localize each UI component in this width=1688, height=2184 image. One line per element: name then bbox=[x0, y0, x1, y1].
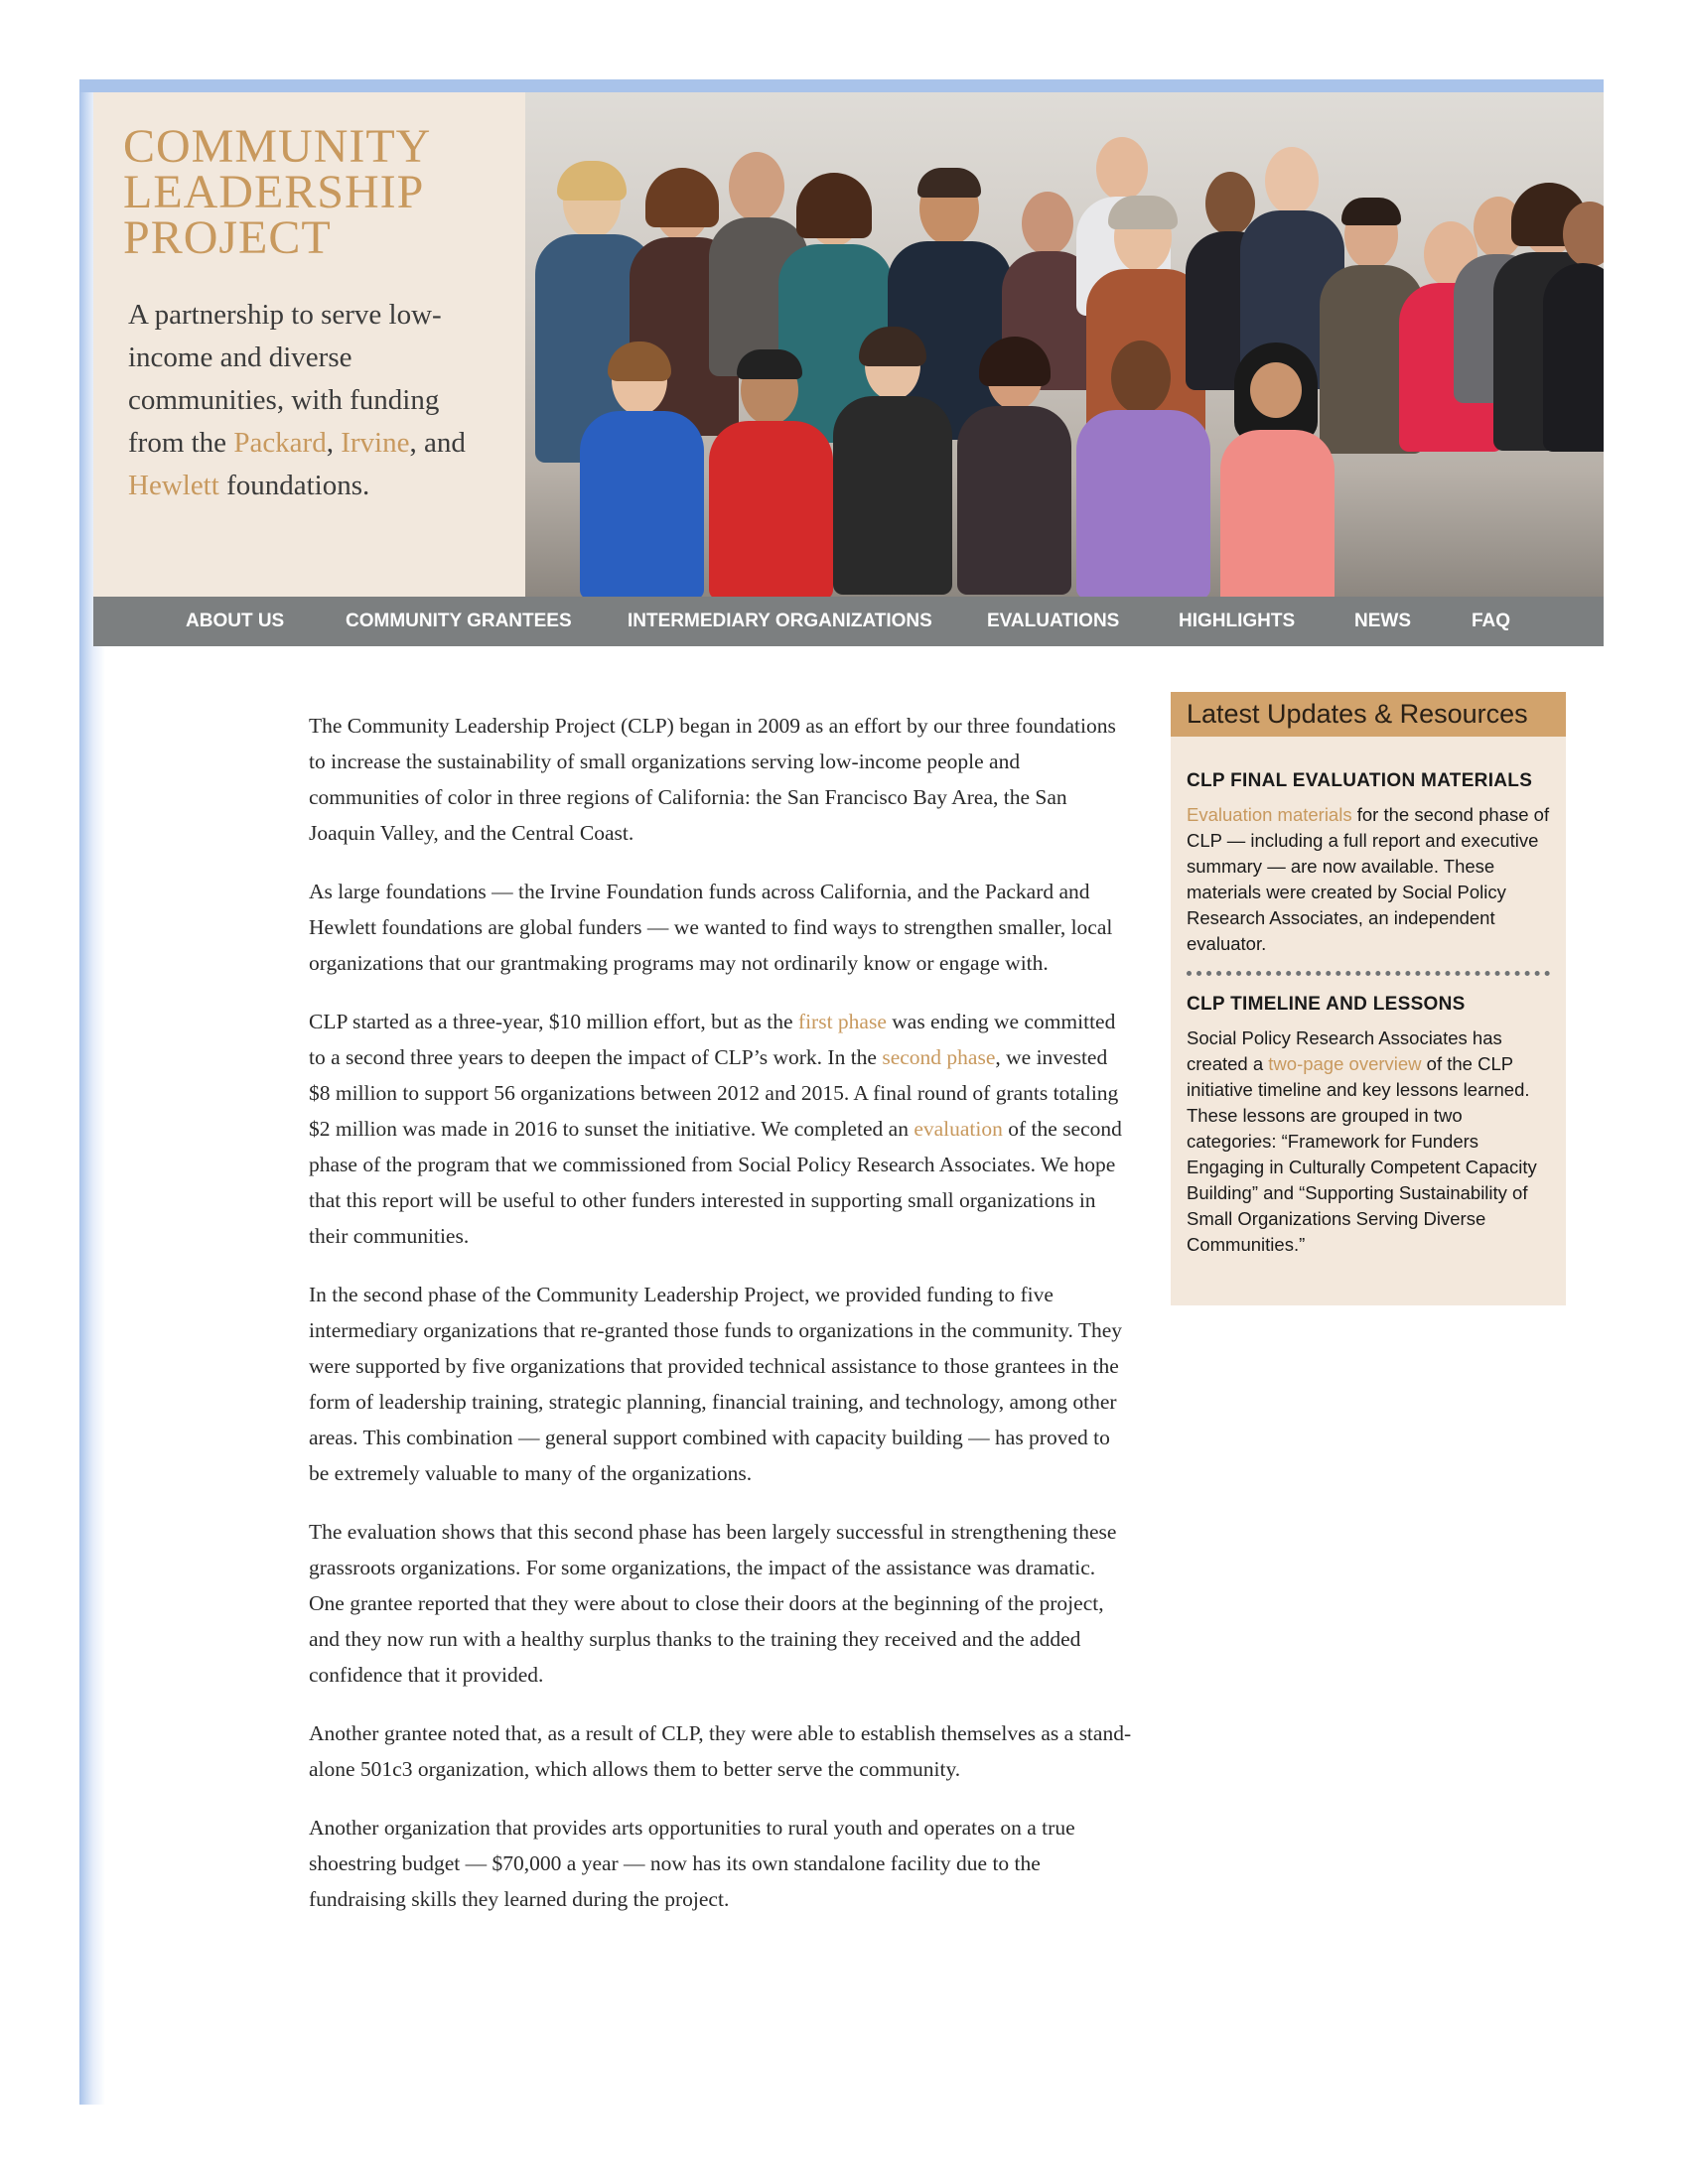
hewlett-link[interactable]: Hewlett bbox=[128, 470, 219, 501]
nav-highlights[interactable]: HIGHLIGHTS bbox=[1179, 611, 1296, 631]
evaluation-materials-link[interactable]: Evaluation materials bbox=[1187, 804, 1352, 825]
main-navigation bbox=[93, 597, 1604, 646]
paragraph-text: , we invested $8 million to support 56 organizations between 2012 and 2015. A final round of grants totaling $2 million was made in 2016 to sunset the initiative. We completed an bbox=[309, 1045, 1119, 1141]
first-phase-link[interactable]: first phase bbox=[797, 1010, 887, 1033]
main-content bbox=[309, 708, 1133, 1940]
paragraph: Another organization that provides arts opportunities to rural youth and operates on a true shoestring budget — $70,000 a year — now has its own standalone facility due to the fundraising skills they learned during the project. bbox=[309, 1816, 1075, 1911]
evaluation-link[interactable]: evaluation bbox=[914, 1117, 1003, 1141]
paragraph: The Community Leadership Project (CLP) began in 2009 as an effort by our three foundations to increase the sustainability of small organizations serving low-income people and communities of color in three regions of California: the San Francisco Bay Area, the San Joaquin Valley, and the Central Coast. bbox=[309, 714, 1116, 845]
paragraph: The evaluation shows that this second phase has been largely successful in strengthening these grassroots organizations. For some organizations, the impact of the assistance was dramatic. One grantee reported that they were about to close their doors at the beginning of the project, and they now run with a healthy surplus thanks to the training they received and the added confidence that it provided. bbox=[309, 1520, 1117, 1687]
group-photo bbox=[525, 92, 1604, 597]
logo-line-2: LEADERSHIP bbox=[123, 166, 425, 218]
two-page-overview-link[interactable]: two-page overview bbox=[1268, 1053, 1422, 1074]
sidebar-divider bbox=[1187, 971, 1550, 976]
irvine-link[interactable]: Irvine bbox=[341, 427, 410, 459]
nav-evaluations[interactable]: EVALUATIONS bbox=[987, 611, 1120, 631]
sidebar-section-timeline bbox=[1171, 994, 1566, 1258]
nav-faq[interactable]: FAQ bbox=[1472, 611, 1511, 631]
second-phase-link[interactable]: second phase bbox=[882, 1045, 996, 1069]
top-border bbox=[79, 79, 1604, 92]
sidebar-heading: CLP FINAL EVALUATION MATERIALS bbox=[1187, 770, 1533, 791]
packard-link[interactable]: Packard bbox=[233, 427, 327, 459]
nav-about-us[interactable]: ABOUT US bbox=[186, 611, 285, 631]
site-logo[interactable] bbox=[123, 120, 432, 264]
tagline-sep-1: , bbox=[326, 427, 342, 459]
paragraph: Another grantee noted that, as a result of CLP, they were able to establish themselves as a stand-alone 501c3 organization, which allows them to better serve the community. bbox=[309, 1721, 1132, 1781]
sidebar-heading: CLP TIMELINE AND LESSONS bbox=[1187, 994, 1466, 1015]
paragraph bbox=[309, 1004, 1133, 1254]
sidebar-text bbox=[1187, 802, 1550, 957]
sidebar-text bbox=[1187, 1025, 1550, 1258]
nav-news[interactable]: NEWS bbox=[1354, 611, 1411, 631]
sidebar-title: Latest Updates & Resources bbox=[1171, 692, 1566, 737]
tagline-sep-2: , and bbox=[409, 427, 466, 459]
logo-line-1: COMMUNITY bbox=[123, 120, 432, 173]
tagline-text-2: foundations. bbox=[218, 470, 370, 501]
paragraph-text: was ending we committed to a second three years to deepen the impact of CLP’s work. In the bbox=[309, 1010, 1116, 1069]
sidebar-text-body: of the CLP initiative timeline and key lessons learned. These lessons are grouped in two categories: “Framework for Funders Engaging in Culturally Competent Capacity Building” and “Supporting Sustainability of Small Organizations Serving Diverse Communities.” bbox=[1187, 1053, 1537, 1255]
sidebar-text-body: Social Policy Research Associates has created a bbox=[1187, 1027, 1502, 1074]
paragraph: In the second phase of the Community Leadership Project, we provided funding to five intermediary organizations that re-granted those funds to organizations in the community. They were supported by five organizations that provided technical assistance to those grantees in the form of leadership training, strategic planning, financial training, and technology, among other areas. This combination — general support combined with capacity building — has proved to be extremely valuable to many of the organizations. bbox=[309, 1283, 1122, 1485]
paragraph: As large foundations — the Irvine Foundation funds across California, and the Packard and Hewlett foundations are global funders — we wanted to find ways to strengthen smaller, local organizations that our grantmaking programs may not ordinarily know or engage with. bbox=[309, 880, 1113, 975]
nav-intermediary-organizations[interactable]: INTERMEDIARY ORGANIZATIONS bbox=[628, 611, 932, 631]
tagline-text-1: A partnership to serve low-income and diverse communities, with funding from the bbox=[128, 299, 442, 459]
sidebar-section-evaluation bbox=[1171, 770, 1566, 957]
paragraph-text: of the second phase of the program that we commissioned from Social Policy Research Associates. We hope that this report will be useful to other funders interested in supporting small organizations in their communities. bbox=[309, 1117, 1122, 1248]
nav-community-grantees[interactable]: COMMUNITY GRANTEES bbox=[346, 611, 572, 631]
sidebar-text-body: for the second phase of CLP — including a full report and executive summary — are now available. These materials were created by Social Policy Research Associates, an independent evaluator. bbox=[1187, 804, 1550, 954]
tagline bbox=[128, 294, 495, 507]
site-header bbox=[93, 92, 1604, 597]
paragraph-text: CLP started as a three-year, $10 million effort, but as the bbox=[309, 1010, 798, 1033]
updates-sidebar bbox=[1171, 692, 1566, 1305]
logo-line-3: PROJECT bbox=[123, 211, 332, 264]
